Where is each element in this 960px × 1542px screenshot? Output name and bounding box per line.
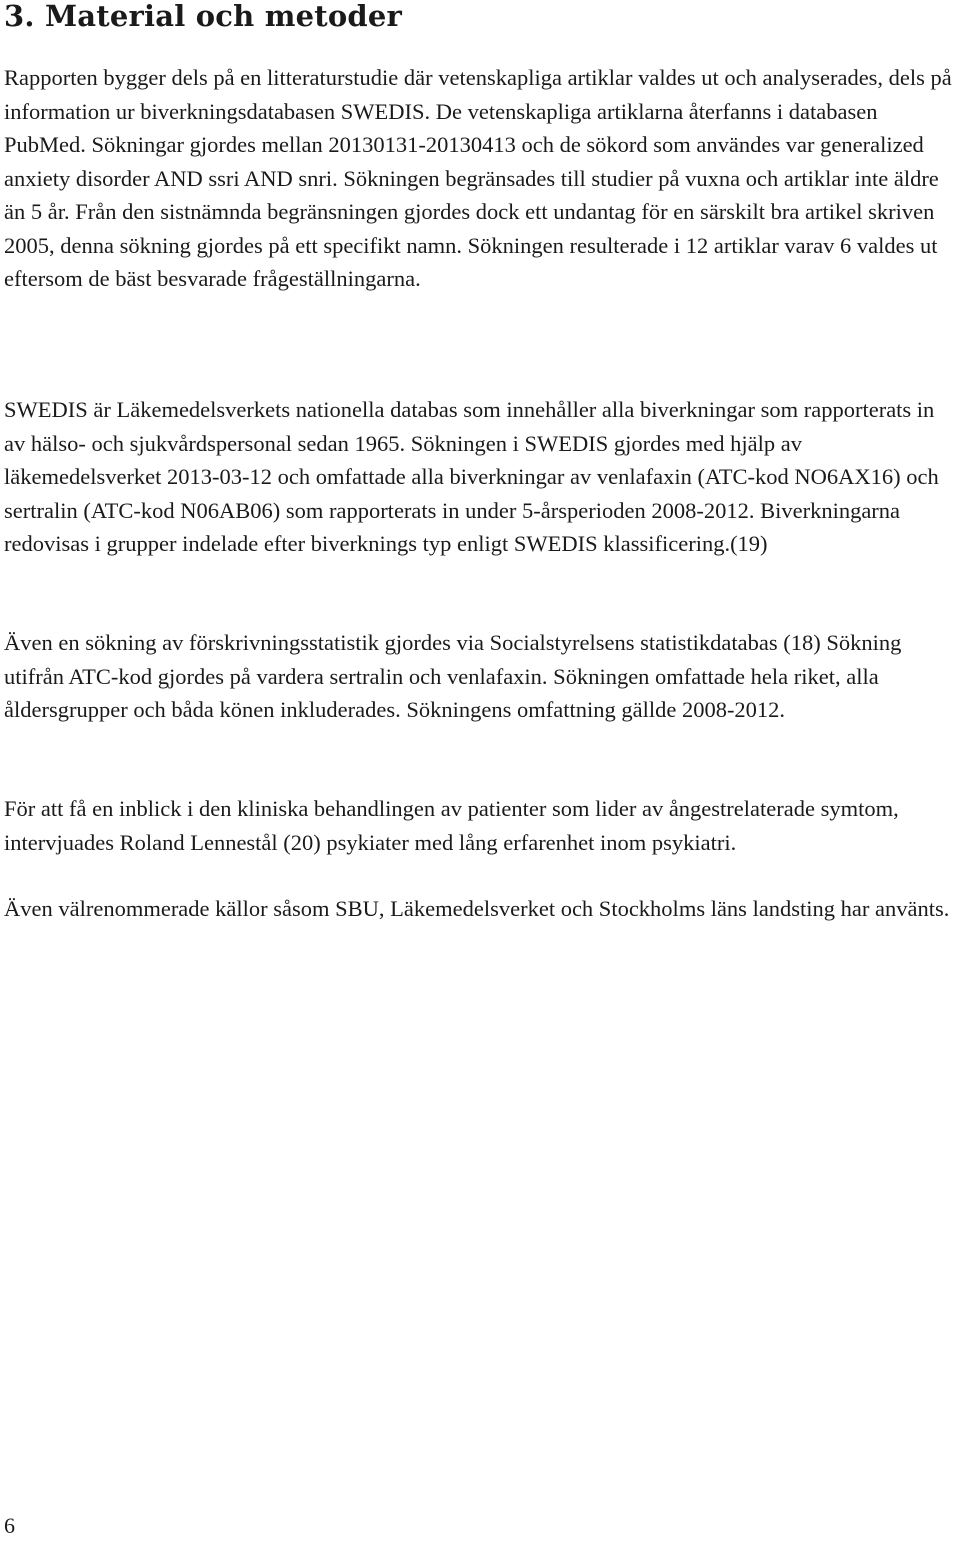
section-heading: 3. Material och metoder [4,0,402,33]
paragraph-methods-literature: Rapporten bygger dels på en litteraturstudie där vetenskapliga artiklar valdes ut och analyserades, dels på information ur biverkningsdatabasen SWEDIS. De vetenskapliga artiklarna återfanns i databasen PubMed. Sökningar gjordes mellan 20130131-20130413 och de sökord som användes var generalized anxiety disorder AND ssri AND snri. Sökningen begränsades till studier på vuxna och artiklar inte äldre än 5 år. Från den sistnämnda begränsningen gjordes dock ett undantag för en särskilt bra artikel skriven 2005, denna sökning gjordes på ett specifikt namn. Sökningen resulterade i 12 artiklar varav 6 valdes ut eftersom de bäst besvarade frågeställningarna. [4,65,952,291]
paragraph-prescription-statistics: Även en sökning av förskrivningsstatistik gjordes via Socialstyrelsens statistikdatabas (18) Sökning utifrån ATC-kod gjordes på vardera sertralin och venlafaxin. Sökningen omfattade hela riket, alla åldersgrupper och båda könen inkluderades. Sökningens omfattning gällde 2008-2012. [4,630,902,722]
page-number: 6 [4,1513,15,1538]
paragraph-interview: För att få en inblick i den kliniska behandlingen av patienter som lider av ångestrelaterade symtom, intervjuades Roland Lennestål (20) psykiater med lång erfarenhet inom psykiatri. [4,796,899,855]
paragraph-other-sources: Även välrenommerade källor såsom SBU, Läkemedelsverket och Stockholms läns landsting har använts. [4,896,950,921]
paragraph-swedis: SWEDIS är Läkemedelsverkets nationella databas som innehåller alla biverkningar som rapporterats in av hälso- och sjukvårdspersonal sedan 1965. Sökningen i SWEDIS gjordes med hjälp av läkemedelsverket 2013-03-12 och omfattade alla biverkningar av venlafaxin (ATC-kod NO6AX16) och sertralin (ATC-kod N06AB06) som rapporterats in under 5-årsperioden 2008-2012. Biverkningarna redovisas i grupper indelade efter biverknings typ enligt SWEDIS klassificering.(19) [4,397,939,556]
